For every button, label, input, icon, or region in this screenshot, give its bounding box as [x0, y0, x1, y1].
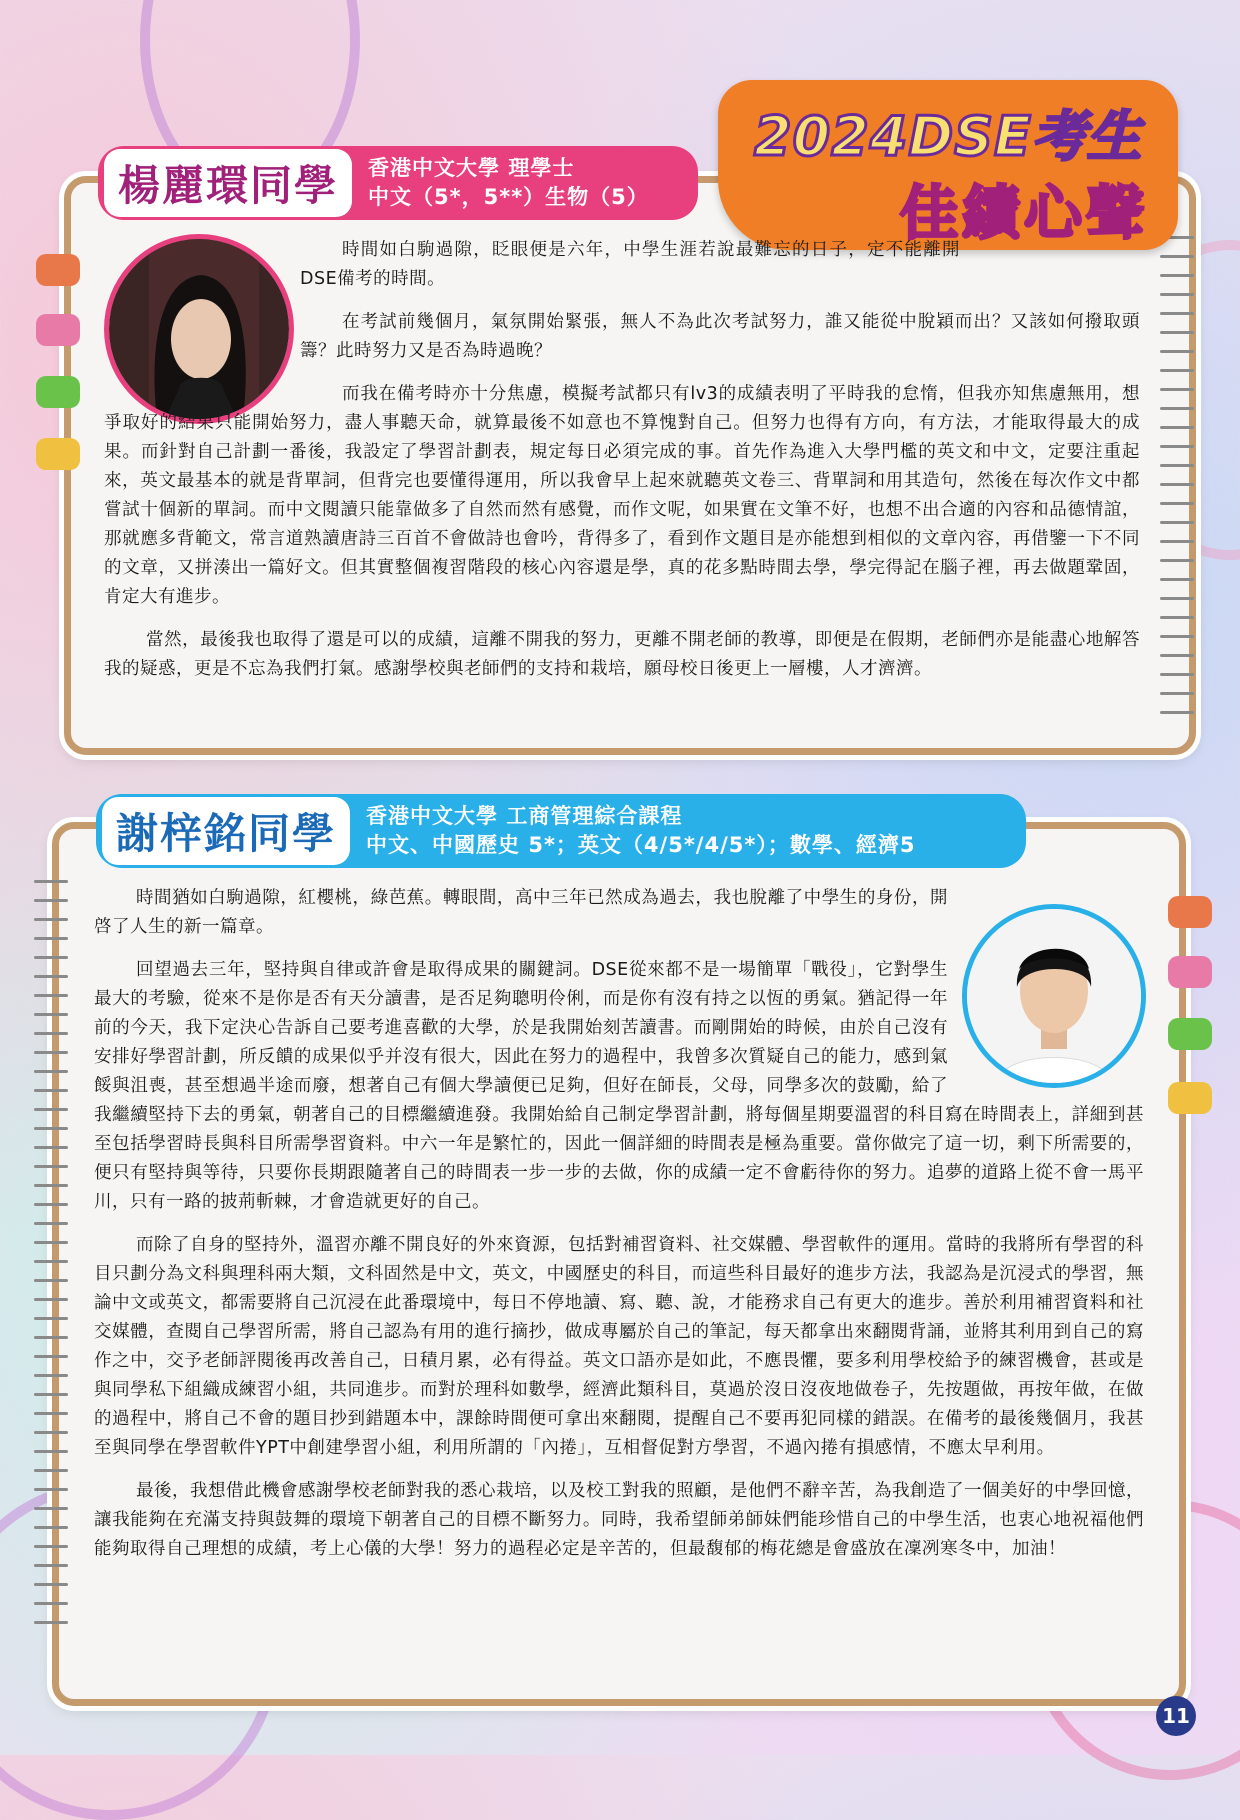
notebook-ring [34, 1127, 68, 1130]
card-tab-green [36, 376, 80, 408]
notebook-ring [34, 937, 68, 940]
notebook-ring [1160, 369, 1194, 372]
notebook-ring [34, 1222, 68, 1225]
notebook-ring [1160, 274, 1194, 277]
notebook-ring [34, 1298, 68, 1301]
notebook-ring [1160, 616, 1194, 619]
student2-banner [96, 794, 1026, 868]
notebook-ring [34, 1279, 68, 1282]
notebook-ring [1160, 426, 1194, 429]
notebook-ring [34, 1108, 68, 1111]
notebook-ring [1160, 331, 1194, 334]
notebook-ring [34, 1374, 68, 1377]
student1-university: 香港中文大學 理學士 [368, 156, 575, 180]
student1-banner [98, 146, 698, 220]
student1-paragraph: 在考試前幾個月，氣氛開始緊張，無人不為此次考試努力，誰又能從中脫穎而出？又該如何撥取頭籌？此時努力又是否為時過晚？ [300, 312, 1140, 361]
notebook-ring [1160, 540, 1194, 543]
notebook-ring [34, 956, 68, 959]
student2-paragraph: 而除了自身的堅持外，溫習亦離不開良好的外來資源，包括對補習資料、社交媒體、學習軟件的運用。當時的我將所有學習的科目只劃分為文科與理科兩大類，文科固然是中文，英文，中國歷史的科目，而這些科目最好的進步方法，我認為是沉浸式的學習，無論中文或英文，都需要將自己沉浸在此番環境中，每日不停地讀、寫、聽、說，才能務求自己有更大的進步。善於利用補習資料和社交媒體，查閱自己學習所需，將自己認為有用的進行摘抄，做成專屬於自己的筆記，每天都拿出來翻閱背誦，並將其利用到自己的寫作之中，交予老師評閱後再改善自己，日積月累，必有得益。英文口語亦是如此，不應畏懼，要多利用學校給予的練習機會，甚或是與同學私下組織成練習小組，共同進步。而對於理科如數學，經濟此類科目，莫過於沒日沒夜地做卷子，先按題做，再按年做，在做的過程中，將自己不會的題目抄到錯題本中，課餘時間便可拿出來翻閱，提醒自己不要再犯同樣的錯誤。在備考的最後幾個月，我甚至與同學在學習軟件YPT中創建學習小組，利用所謂的「內捲」，互相督促對方學習，不過內捲有損感情，不應太早利用。 [94, 1235, 1144, 1458]
notebook-ring [1160, 654, 1194, 657]
notebook-ring [34, 918, 68, 921]
notebook-ring [34, 1184, 68, 1187]
notebook-ring [34, 1431, 68, 1434]
notebook-ring [1160, 407, 1194, 410]
header-line2: 佳績心聲 [899, 179, 1148, 247]
notebook-ring [1160, 502, 1194, 505]
notebook-ring [1160, 464, 1194, 467]
notebook-ring [34, 899, 68, 902]
notebook-ring [1160, 293, 1194, 296]
notebook-ring [34, 1032, 68, 1035]
notebook-ring [34, 1355, 68, 1358]
notebook-ring [1160, 711, 1194, 714]
notebook-ring [34, 1260, 68, 1263]
notebook-ring [34, 1393, 68, 1396]
notebook-ring [34, 1013, 68, 1016]
notebook-ring [34, 1241, 68, 1244]
notebook-ring [34, 1450, 68, 1453]
student1-paragraph: 而我在備考時亦十分焦慮，模擬考試都只有lv3的成績表明了平時我的怠惰，但我亦知焦慮無用，想爭取好的結果只能開始努力，盡人事聽天命，就算最後不如意也不算愧對自己。但努力也得有方向，有方法，才能取得最大的成果。而針對自己計劃一番後，我設定了學習計劃表，規定每日必須完成的事。首先作為進入大學門檻的英文和中文，定要注重起來，英文最基本的就是背單詞，但背完也要懂得運用，所以我會早上起來就聽英文卷三、背單詞和用其造句，然後在每次作文中都嘗試十個新的單詞。而中文閱讀只能靠做多了自然而然有感覺，而作文呢，如果實在文筆不好，也想不出合適的內容和品德情誼，那就應多背範文，常言道熟讀唐詩三百首不會做詩也會吟，背得多了，看到作文題目是亦能想到相似的文章內容，再借鑒一下不同的文章，又拼湊出一篇好文。但其實整個複習階段的核心內容還是學，真的花多點時間去學，學完得記在腦子裡，再去做題鞏固，肯定大有進步。 [104, 384, 1140, 607]
header-line1: 2024DSE考生 [754, 105, 1142, 168]
notebook-ring [1160, 312, 1194, 315]
student1-results: 中文（5*，5**）生物（5） [368, 185, 649, 209]
card-tab-green [1168, 1018, 1212, 1050]
notebook-ring [34, 1507, 68, 1510]
card-tab-orange [36, 254, 80, 286]
notebook-ring [1160, 483, 1194, 486]
student1-paragraph: 當然，最後我也取得了還是可以的成績，這離不開我的努力，更離不開老師的教導，即便是在假期，老師們亦是能盡心地解答我的疑惑，更是不忘為我們打氣。感謝學校與老師們的支持和栽培，願母校日後更上一層樓，人才濟濟。 [104, 630, 1140, 679]
notebook-ring [34, 975, 68, 978]
notebook-ring [34, 1165, 68, 1168]
notebook-ring [34, 1317, 68, 1320]
notebook-ring [34, 1526, 68, 1529]
student2-paragraph: 時間猶如白駒過隙，紅櫻桃，綠芭蕉。轉眼間，高中三年已然成為過去，我也脫離了中學生的身份，開啓了人生的新一篇章。 [94, 888, 948, 937]
card-tab-pink [1168, 956, 1212, 988]
notebook-ring [34, 1621, 68, 1624]
notebook-ring [34, 1583, 68, 1586]
notebook-ring [1160, 559, 1194, 562]
notebook-ring [1160, 635, 1194, 638]
card-tab-orange [1168, 896, 1212, 928]
student1-text [104, 236, 1140, 698]
notebook-ring [34, 1336, 68, 1339]
notebook-ring [34, 1488, 68, 1491]
card-tab-pink [36, 314, 80, 346]
header-spacer [960, 236, 1140, 276]
notebook-ring [34, 1602, 68, 1605]
student2-name: 謝梓銘同學 [102, 797, 350, 865]
notebook-ring [1160, 350, 1194, 353]
notebook-ring [1160, 578, 1194, 581]
notebook-ring [34, 1545, 68, 1548]
notebook-ring [34, 1146, 68, 1149]
notebook-ring [1160, 673, 1194, 676]
notebook-ring [34, 880, 68, 883]
photo-spacer [104, 236, 300, 406]
notebook-ring [34, 994, 68, 997]
notebook-ring [34, 1051, 68, 1054]
notebook-ring [34, 1203, 68, 1206]
notebook-ring [34, 1564, 68, 1567]
student2-paragraph: 最後，我想借此機會感謝學校老師對我的悉心栽培，以及校工對我的照顧，是他們不辭辛苦，為我創造了一個美好的中學回憶，讓我能夠在充滿支持與鼓舞的環境下朝著自己的目標不斷努力。同時，我希望師弟師妹們能珍惜自己的中學生活，也衷心地祝福他們能夠取得自己理想的成績，考上心儀的大學！努力的過程必定是辛苦的，但最馥郁的梅花總是會盛放在凜冽寒冬中，加油！ [94, 1481, 1144, 1559]
student2-university: 香港中文大學 工商管理綜合課程 [366, 804, 683, 828]
card-tab-yellow [1168, 1082, 1212, 1114]
notebook-ring [1160, 445, 1194, 448]
header-badge [718, 80, 1178, 250]
notebook-ring [1160, 255, 1194, 258]
notebook-ring [1160, 597, 1194, 600]
page-number-text: 11 [1162, 1704, 1190, 1728]
notebook-ring [34, 1070, 68, 1073]
photo-spacer [948, 884, 1144, 1074]
notebook-ring [1160, 692, 1194, 695]
card-tab-yellow [36, 438, 80, 470]
student1-name: 楊麗環同學 [104, 149, 352, 217]
notebook-ring [1160, 521, 1194, 524]
page-number [1156, 1696, 1196, 1736]
student2-text [94, 884, 1144, 1578]
notebook-ring [1160, 388, 1194, 391]
notebook-ring [34, 1469, 68, 1472]
student1-paragraph: 時間如白駒過隙，眨眼便是六年，中學生涯若說最難忘的日子，定不能離開DSE備考的時間。 [300, 240, 960, 289]
student2-paragraph: 回望過去三年，堅持與自律或許會是取得成果的關鍵詞。DSE從來都不是一場簡單「戰役」，它對學生最大的考驗，從來不是你是否有天分讀書，是否足夠聰明伶俐，而是你有沒有持之以恆的勇氣。猶記得一年前的今天，我下定決心告訴自己要考進喜歡的大學，於是我開始刻苦讀書。而剛開始的時候，由於自己沒有安排好學習計劃，所反饋的成果似乎并沒有很大，因此在努力的過程中，我曾多次質疑自己的能力，感到氣餒與沮喪，甚至想過半途而廢，想著自己有個大學讀便已足夠，但好在師長，父母，同學多次的鼓勵，給了我繼續堅持下去的勇氣，朝著自己的目標繼續進發。我開始給自己制定學習計劃，將每個星期要溫習的科目寫在時間表上，詳細到甚至包括學習時長與科目所需學習資料。中六一年是繁忙的，因此一個詳細的時間表是極為重要。當你做完了這一切，剩下所需要的，便只有堅持與等待，只要你長期跟隨著自己的時間表一步一步的去做，你的成績一定不會虧待你的努力。追夢的道路上從不會一馬平川，只有一路的披荊斬棘，才會造就更好的自己。 [94, 960, 1144, 1212]
notebook-ring [34, 1412, 68, 1415]
student2-results: 中文、中國歷史 5*；英文（4/5*/4/5*）；數學、經濟5 [366, 833, 916, 857]
notebook-ring [34, 1089, 68, 1092]
